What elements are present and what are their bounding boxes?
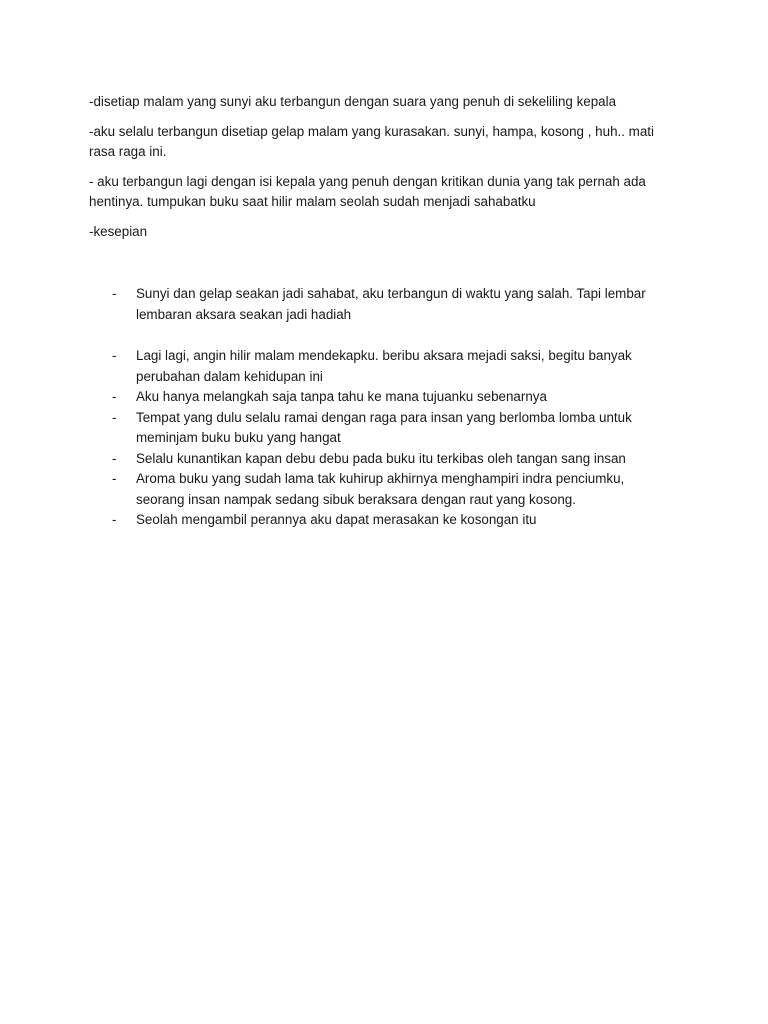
list-item-text: Sunyi dan gelap seakan jadi sahabat, aku terbangun di waktu yang salah. Tapi lembar lembaran aksara seakan jadi hadiah [136,286,646,322]
list-item [89,387,668,408]
list-item [89,510,668,531]
list-item [89,469,668,510]
list-item-text: Aku hanya melangkah saja tanpa tahu ke mana tujuanku sebenarnya [136,389,547,404]
list-item [89,408,668,449]
bullet-list [89,284,668,325]
bullet-dash: - [112,512,117,527]
paragraph: -kesepian [89,223,148,239]
bullet-dash: - [112,409,117,425]
list-item [89,284,668,325]
paragraph: -disetiap malam yang sunyi aku terbangun dengan suara yang penuh di sekeliling kepala [89,94,617,109]
list-item-text: Lagi lagi, angin hilir malam mendekapku. beribu aksara mejadi saksi, begitu banyak perubahan dalam kehidupan ini [136,348,632,384]
bullet-list [89,346,668,531]
list-item-text: Aroma buku yang sudah lama tak kuhirup akhirnya menghampiri indra penciumku, seorang insan nampak sedang sibuk beraksara dengan raut yang kosong. [136,471,625,507]
bullet-dash: - [112,471,117,486]
list-item [89,449,668,470]
list-item-text: Selalu kunantikan kapan debu debu pada buku itu terkibas oleh tangan sang insan [136,450,626,466]
list-item-text: Tempat yang dulu selalu ramai dengan raga para insan yang berlomba lomba untuk meminjam buku buku yang hangat [136,409,632,445]
bullet-dash: - [112,348,117,363]
list-item [89,346,668,387]
list-item-text: Seolah mengambil perannya aku dapat merasakan ke kosongan itu [136,512,537,527]
bullet-dash: - [112,450,117,466]
bullet-dash: - [112,286,117,301]
bullet-dash: - [112,389,117,404]
paragraph: -aku selalu terbangun disetiap gelap malam yang kurasakan. sunyi, hampa, kosong , huh.. mati rasa raga ini. [89,123,654,159]
paragraph: - aku terbangun lagi dengan isi kepala yang penuh dengan kritikan dunia yang tak pernah ada hentinya. tumpukan buku saat hilir malam seolah sudah menjadi sahabatku [89,173,646,209]
